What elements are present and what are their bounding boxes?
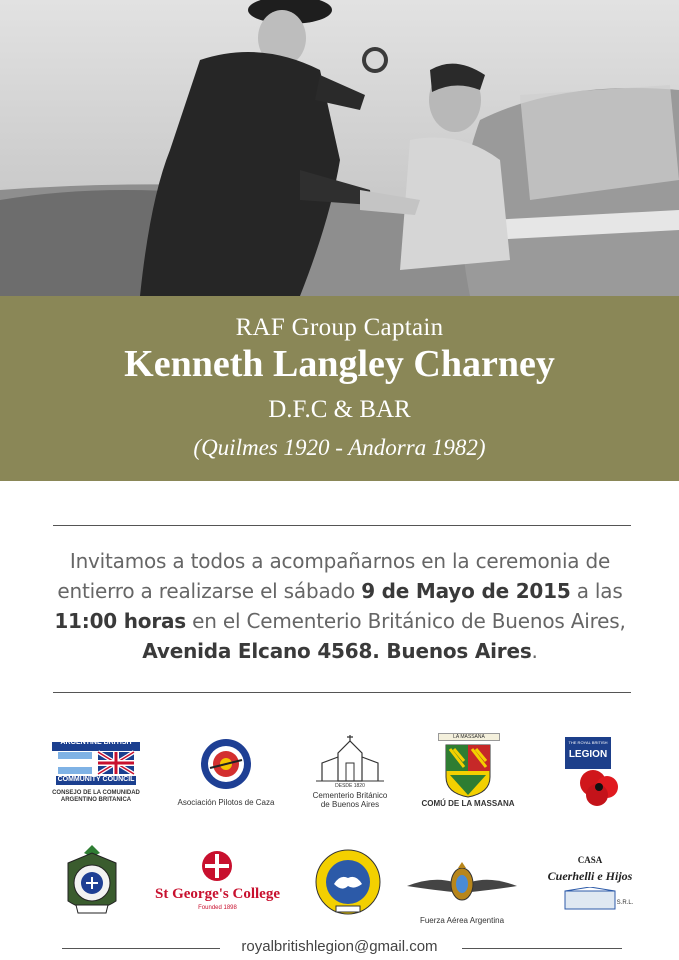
ceremony-date: 9 de Mayo de 2015 bbox=[361, 579, 571, 603]
honoree-name: Kenneth Langley Charney bbox=[124, 343, 555, 385]
footer-email[interactable]: royalbritishlegion@gmail.com bbox=[241, 938, 438, 955]
cementerio-line2: de Buenos Aires bbox=[320, 800, 380, 809]
casa-name: Cuerhelli e Hijos bbox=[547, 869, 633, 883]
invitation-text bbox=[40, 546, 640, 666]
fuerza-caption: Fuerza Aérea Argentina bbox=[419, 916, 505, 925]
abcc-caption2: ARGENTINO BRITANICA bbox=[60, 797, 132, 803]
life-dates: (Quilmes 1920 - Andorra 1982) bbox=[193, 435, 486, 460]
casa-building-icon bbox=[545, 887, 635, 911]
cementerio-logo bbox=[310, 733, 390, 815]
abcc-title: ARGENTINE BRITISH bbox=[60, 739, 132, 746]
poppy-icon bbox=[563, 765, 633, 809]
divider-top bbox=[53, 525, 631, 526]
pilots-photo-icon bbox=[0, 0, 679, 296]
massana-logo bbox=[420, 733, 516, 811]
veteranos-logo bbox=[306, 848, 390, 918]
target-roundel-icon bbox=[170, 738, 282, 794]
ceremony-time: 11:00 horas bbox=[54, 609, 187, 633]
stgeorges-logo bbox=[155, 848, 280, 918]
crest-logo bbox=[60, 843, 124, 919]
invite-part4: . bbox=[531, 639, 538, 663]
ceremony-address: Avenida Elcano 4568. Buenos Aires bbox=[142, 639, 532, 663]
pilotos-caption: Asociación Pilotos de Caza bbox=[177, 798, 275, 807]
cementerio-line1: Cementerio Británico bbox=[312, 791, 388, 800]
casa-logo bbox=[545, 855, 635, 915]
invite-part2: a las bbox=[570, 579, 623, 603]
footer-line-right bbox=[462, 948, 622, 949]
header-photo bbox=[0, 0, 679, 296]
honors: D.F.C & BAR bbox=[268, 396, 411, 423]
legion-logo bbox=[563, 737, 633, 809]
stgeorges-shield-icon bbox=[155, 848, 280, 884]
air-force-wings-icon bbox=[403, 860, 521, 914]
fuerza-logo bbox=[403, 860, 521, 930]
title-banner bbox=[0, 296, 679, 481]
abcc-caption1: CONSEJO DE LA COMUNIDAD bbox=[52, 790, 140, 796]
massana-ribbon: LA MASSANA bbox=[438, 733, 500, 741]
rank-title: RAF Group Captain bbox=[235, 314, 444, 341]
invite-part3: en el Cementerio Británico de Buenos Aires, bbox=[186, 609, 626, 633]
divider-bottom bbox=[53, 692, 631, 693]
cementerio-banner: DESDE 1820 bbox=[335, 783, 365, 789]
veterans-seal-icon bbox=[306, 848, 390, 918]
legion-line1: THE ROYAL BRITISH bbox=[568, 740, 608, 745]
abcc-subtitle: COMMUNITY COUNCIL bbox=[57, 776, 135, 783]
casa-top: CASA bbox=[577, 855, 603, 865]
chapel-drawing-icon bbox=[310, 733, 390, 785]
casa-suffix: S.R.L. bbox=[616, 900, 634, 906]
massana-shield-icon bbox=[420, 741, 516, 799]
stgeorges-name: St George's College bbox=[155, 886, 280, 902]
pilotos-logo bbox=[170, 738, 282, 810]
stgeorges-founded: Founded 1898 bbox=[198, 905, 237, 911]
regimental-crest-icon bbox=[60, 843, 124, 919]
massana-caption: COMÚ DE LA MASSANA bbox=[421, 799, 515, 808]
abcc-logo bbox=[50, 738, 142, 808]
legion-line2: LEGION bbox=[568, 749, 608, 760]
invite-part1: Invitamos a todos a acompañarnos en la ceremonia de entierro a realizarse el sábado bbox=[57, 549, 611, 603]
